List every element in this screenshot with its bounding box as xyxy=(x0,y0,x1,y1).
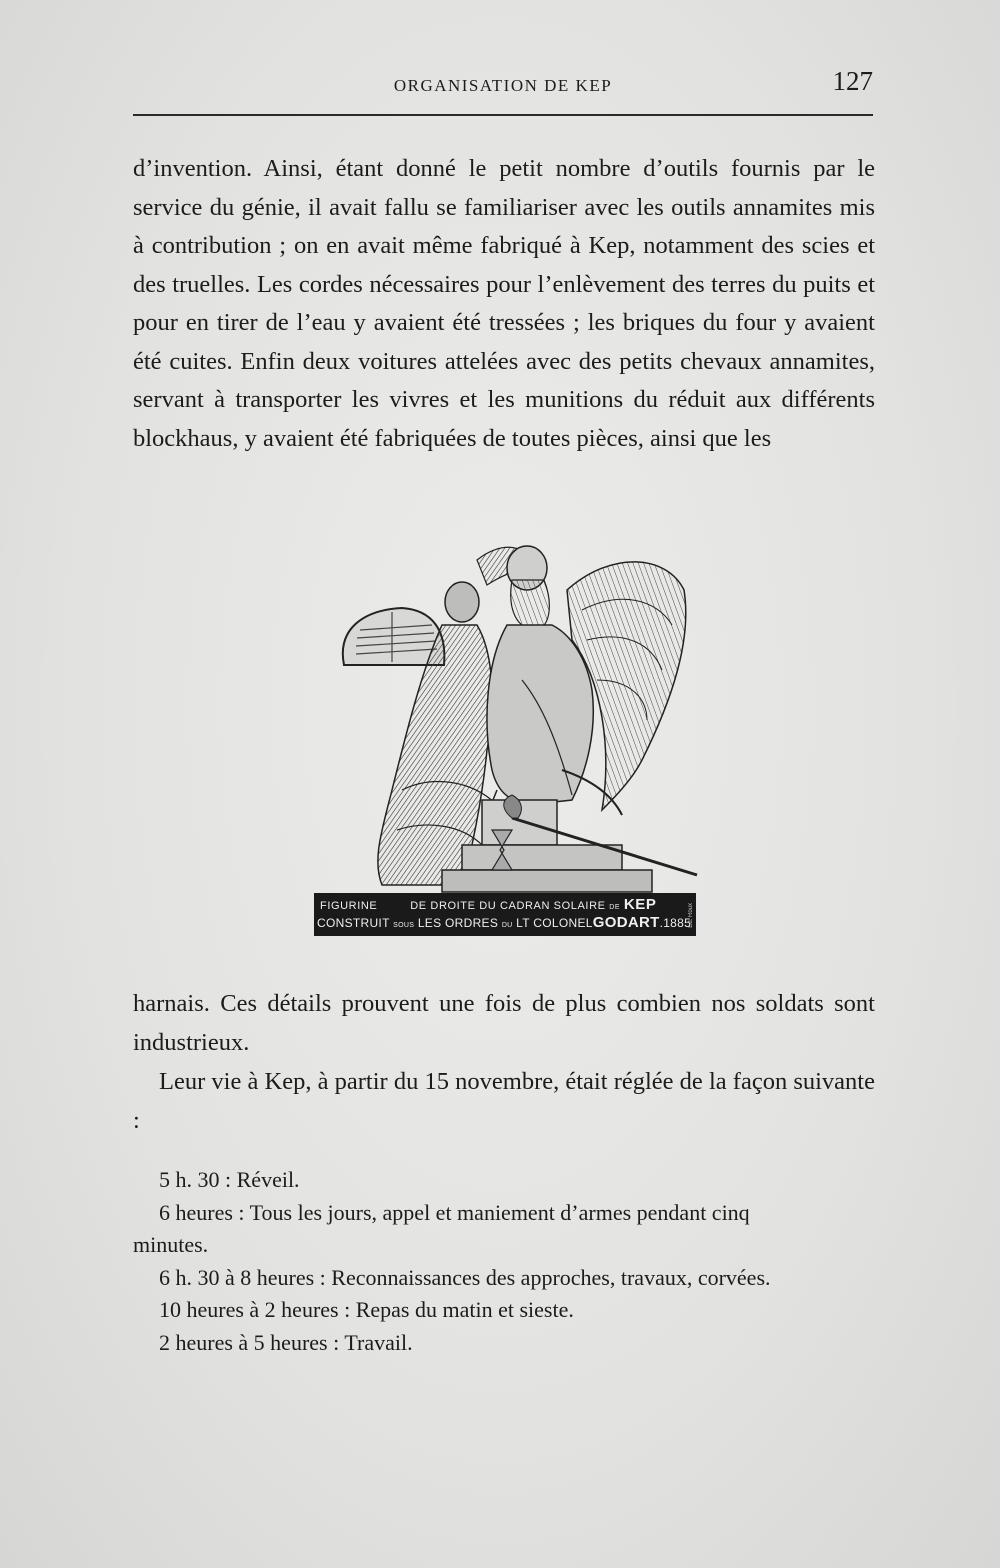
schedule-time: 5 h. 30 : xyxy=(159,1167,232,1192)
schedule-line xyxy=(133,1294,875,1327)
paragraph-invention: d’invention. Ainsi, étant donné le petit nombre d’outils fournis par le service du génie, il avait fallu se familiariser avec les outils annamites mis à contribution ; on en avait même fabriqué à Kep, notamment des scies et des truelles. Les cordes nécessaires pour l’enlèvement des terres du puits et pour en tirer de l’eau y avaient été tressées ; les briques du four y avaient été cuites. Enfin deux voitures attelées avec des petits chevaux annamites, servant à transporter les vivres et les munitions du réduit aux différents blockhaus, y avaient été fabriquées de toutes pièces, ainsi que les xyxy=(133,155,875,452)
sundial-figurine-engraving xyxy=(312,530,702,945)
caption-kep: KEP xyxy=(623,896,657,913)
schedule-line xyxy=(133,1197,875,1230)
paragraph-harnais: harnais. Ces détails prouvent une fois de plus combien nos soldats sont industrieux. xyxy=(133,990,875,1056)
figurine-illustration xyxy=(312,530,702,895)
figure-caption-plaque xyxy=(314,893,696,936)
schedule-line-continued xyxy=(133,1229,875,1262)
caption-godart: GODART xyxy=(592,914,660,931)
schedule-line xyxy=(133,1262,875,1295)
running-head-title: ORGANISATION DE KEP xyxy=(393,76,613,95)
header-rule xyxy=(133,114,873,116)
paragraph-schedule-intro: Leur vie à Kep, à partir du 15 novembre, était réglée de la façon suivante : xyxy=(133,1068,875,1134)
schedule-activity: Réveil. xyxy=(236,1167,300,1192)
schedule-activity: Tous les jours, appel et maniement d’armes pendant cinq xyxy=(249,1199,750,1225)
caption-de: DE xyxy=(609,904,621,911)
schedule-activity: Reconnaissances des approches, travaux, corvées. xyxy=(331,1264,771,1290)
caption-colonel: LT COLONEL xyxy=(516,916,593,930)
page-number: 127 xyxy=(832,66,873,96)
engraver-signature: Ed. Roux xyxy=(688,903,694,928)
schedule-activity: Travail. xyxy=(344,1329,413,1355)
caption-figurine: FIGURINE xyxy=(320,900,378,912)
caption-du: DU xyxy=(501,922,513,929)
schedule-time: 10 heures à 2 heures : xyxy=(159,1297,351,1322)
running-head xyxy=(133,62,873,102)
schedule-line xyxy=(133,1164,875,1197)
schedule-line xyxy=(133,1327,875,1360)
caption-sous: SOUS xyxy=(393,922,415,929)
caption-construit: CONSTRUIT xyxy=(317,916,390,930)
schedule-activity: Repas du matin et sieste. xyxy=(355,1297,574,1322)
caption-line-1 xyxy=(320,896,656,913)
caption-line-2 xyxy=(317,914,691,931)
caption-sundial: DE DROITE DU CADRAN SOLAIRE xyxy=(410,900,606,912)
schedule-time: 6 heures : xyxy=(159,1199,245,1225)
caption-ordres: LES ORDRES xyxy=(417,916,499,930)
caption-year: .1885 xyxy=(659,916,692,930)
schedule-time: 6 h. 30 à 8 heures : xyxy=(159,1264,326,1290)
daily-schedule xyxy=(133,1164,875,1359)
schedule-activity: minutes. xyxy=(133,1232,209,1257)
schedule-time: 2 heures à 5 heures : xyxy=(159,1329,340,1355)
